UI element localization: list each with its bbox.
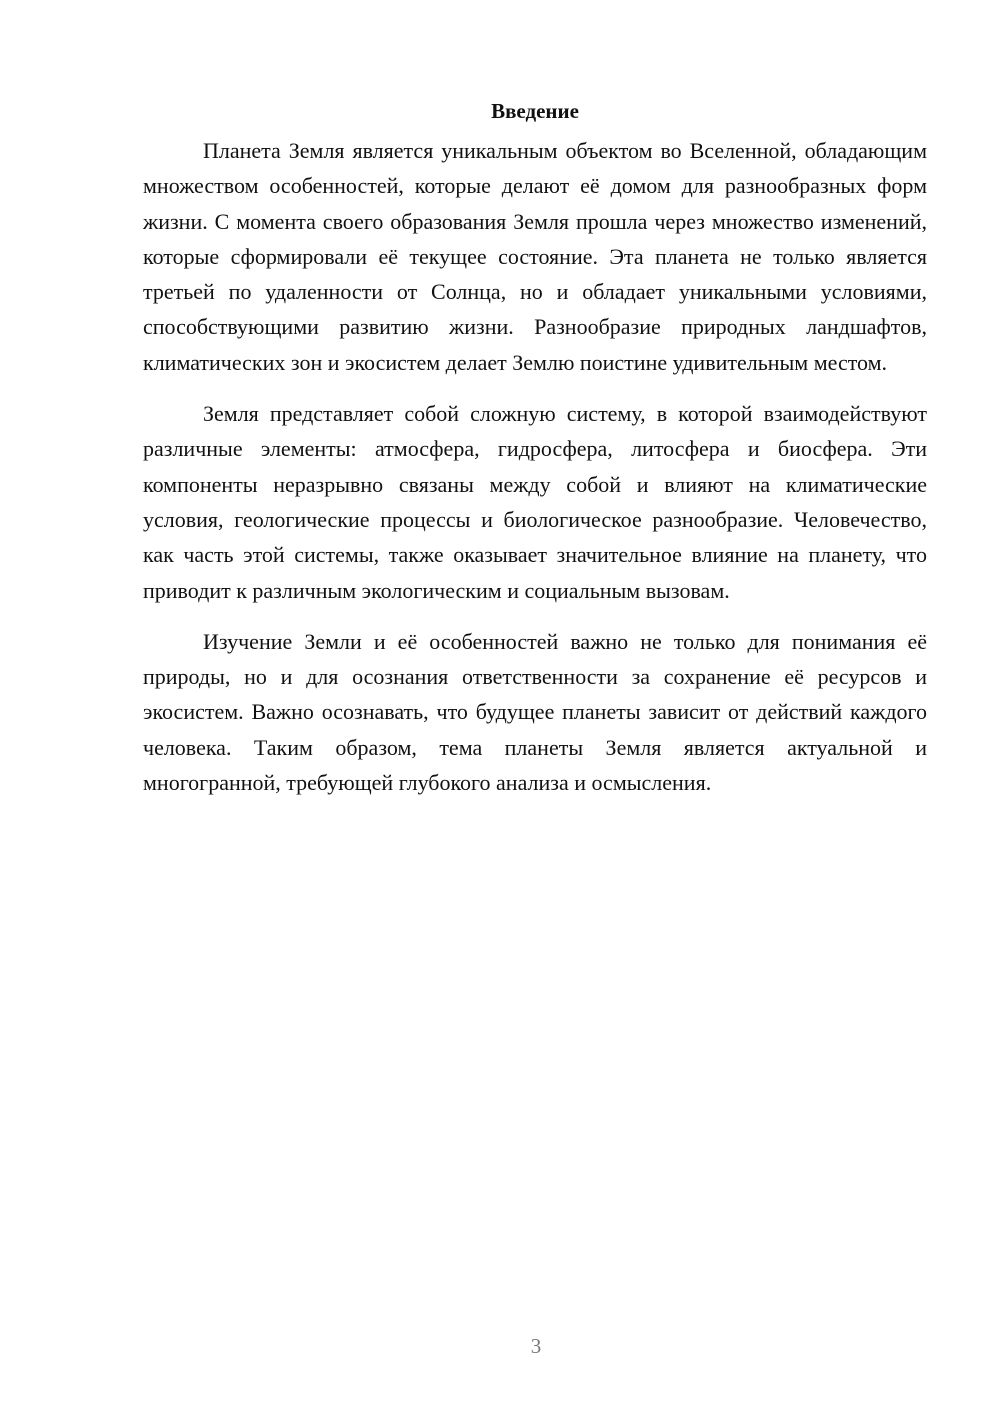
paragraph-1: Планета Земля является уникальным объектом во Вселенной, обладающим множеством особенностей, которые делают её домом для разнообразных форм жизни. С момента своего образования Земля прошла через множество изменений, которые сформировали её текущее состояние. Эта планета не только является третьей по удаленности от Солнца, но и обладает уникальными условиями, способствующими развитию жизни. Разнообразие природных ландшафтов, климатических зон и экосистем делает Землю поистине удивительным местом. bbox=[143, 138, 927, 375]
page-number: 3 bbox=[530, 1334, 542, 1358]
page-content bbox=[143, 97, 927, 800]
paragraph-2: Земля представляет собой сложную систему, в которой взаимодействуют различные элементы: атмосфера, гидросфера, литосфера и биосфера. Эти компоненты неразрывно связаны между собой и влияют на климатические условия, геологические процессы и биологическое разнообразие. Человечество, как часть этой системы, также оказывает значительное влияние на планету, что приводит к различным экологическим и социальным вызовам. bbox=[143, 401, 927, 603]
section-heading: Введение bbox=[491, 99, 579, 123]
paragraph-3: Изучение Земли и её особенностей важно не только для понимания её природы, но и для осознания ответственности за сохранение её ресурсов и экосистем. Важно осознавать, что будущее планеты зависит от действий каждого человека. Таким образом, тема планеты Земля является актуальной и многогранной, требующей глубокого анализа и осмысления. bbox=[143, 628, 927, 796]
